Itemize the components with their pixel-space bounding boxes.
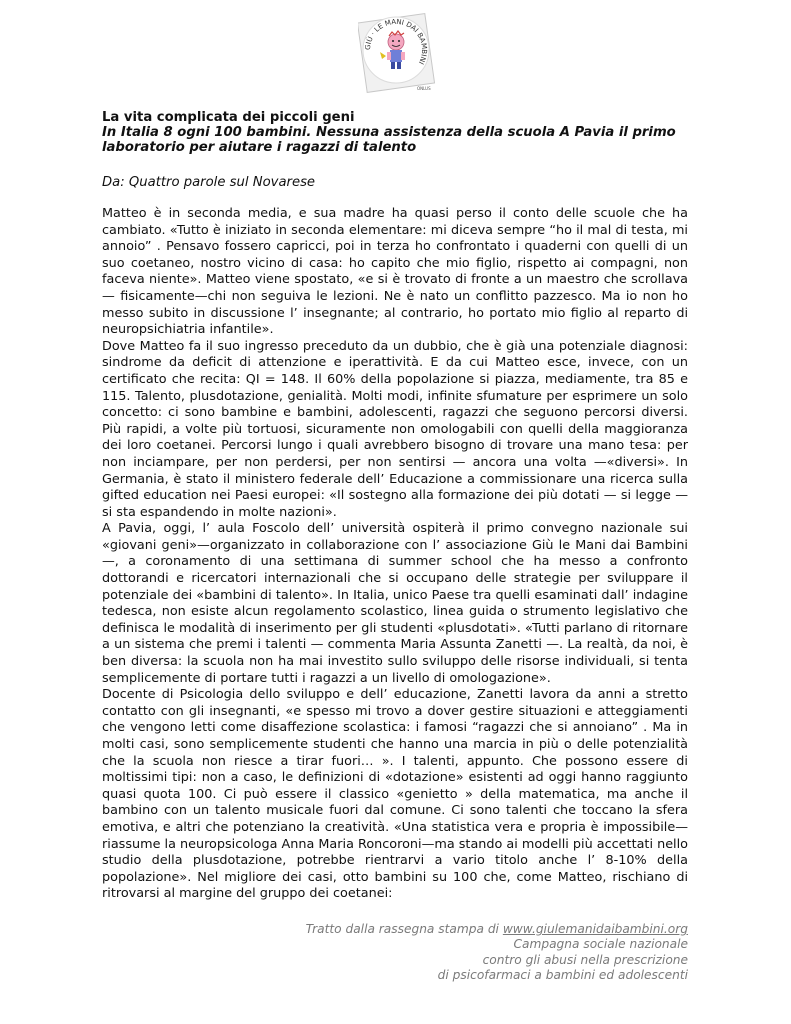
article-title: La vita complicata dei piccoli geni bbox=[102, 110, 355, 125]
article-subtitle: In Italia 8 ogni 100 bambini. Nessuna assistenza della scuola A Pavia il primo laboratorio per aiutare i ragazzi di talento bbox=[102, 125, 676, 155]
footer bbox=[306, 922, 688, 984]
paragraph: Dove Matteo fa il suo ingresso preceduto da un dubbio, che è già una potenziale diagnosi: sindrome da deficit di attenzione e iperattività. E da cui Matteo esce, invece, con un certificato che recita: QI = 148. Il 60% della popolazione si piazza, mediamente, tra 85 e 115. Talento, plusdotazione, genialità. Molti modi, infinite sfumature per esprimere un solo concetto: ci sono bambine e bambini, adolescenti, ragazzi che seguono percorsi diversi. Più rapidi, a volte più tortuosi, sicuramente non omologabili con quelli della maggioranza dei loro coetanei. Percorsi lungo i quali avrebbero bisogno di trovare una mano tesa: per non inciampare, per non perdersi, per non sentirsi — ancora una volta —«diversi». In Germania, è stato il ministero federale dell’ Educazione a commissionare una ricerca sulla gifted education nei Paesi europei: «Il sostegno alla formazione dei più dotati — si legge — si sta espandendo in molte nazioni». bbox=[102, 338, 688, 520]
footer-campaign-line3: di psicofarmaci a bambini ed adolescenti bbox=[437, 968, 688, 983]
logo-graphic bbox=[358, 12, 438, 96]
article-body bbox=[102, 206, 688, 903]
footer-line-source bbox=[306, 922, 688, 937]
article-source: Da: Quattro parole sul Novarese bbox=[102, 175, 316, 190]
footer-source-prefix: Tratto dalla rassegna stampa di bbox=[305, 922, 503, 936]
article bbox=[102, 110, 688, 903]
logo bbox=[358, 12, 438, 96]
paragraph: A Pavia, oggi, l’ aula Foscolo dell’ università ospiterà il primo convegno nazionale sui «giovani geni»—organizzato in collaborazione con l’ associazione Giù le Mani dai Bambini —, a coronamento di una settimana di summer school che ha messo a confronto dottorandi e ricercatori internazionali che si occupano delle strategie per sviluppare il potenziale dei «bambini di talento». In Italia, unico Paese tra quelli esaminati dall’ indagine tedesca, non esiste alcun regolamento scolastico, linea guida o strumento legislativo che definisca le modalità di inserimento per gli studenti «plusdotati». «Tutti parlano di ritornare a un sistema che premi i talenti — commenta Maria Assunta Zanetti —. La realtà, da noi, è ben diversa: la scuola non ha mai investito sullo sviluppo delle risorse individuali, si tenta semplicemente di portare tutti i ragazzi a un livello di omologazione». bbox=[102, 521, 688, 686]
paragraph: Matteo è in seconda media, e sua madre ha quasi perso il conto delle scuole che ha cambiato. «Tutto è iniziato in seconda elementare: mi diceva sempre “ho il mal di testa, mi annoio” . Pensavo fossero capricci, poi in terza ho confrontato i quaderni con quelli di un suo coetaneo, nostro vicino di casa: ho capito che mio figlio, rispetto ai compagni, non faceva niente». Matteo viene spostato, «e si è trovato di fronte a un maestro che scrollava— fisicamente—chi non seguiva le lezioni. Ne è nato un conflitto pazzesco. Ma io non ho messo subito in discussione l’ insegnante; al contrario, ho portato mio figlio al reparto di neuropsichiatria infantile». bbox=[102, 206, 688, 338]
paragraph: Docente di Psicologia dello sviluppo e dell’ educazione, Zanetti lavora da anni a stretto contatto con gli insegnanti, «e spesso mi trovo a dover gestire situazioni e atteggiamenti che vengono letti come disaffezione scolastica: i famosi “ragazzi che si annoiano” . Ma in molti casi, sono semplicemente studenti che hanno una marcia in più o delle potenzialità che la scuola non riesce a tirar fuori… ». I talenti, appunto. Che possono essere di moltissimi tipi: non a caso, le definizioni di «dotazione» esistenti ad oggi hanno raggiunto quasi quota 100. Ci può essere il classico «genietto » della matematica, ma anche il bambino con un talento musicale fuori dal comune. Ci sono talenti che toccano la sfera emotiva, e altri che potenziano la creatività. «Una statistica vera e propria è impossibile— riassume la neuropsicologa Anna Maria Roncoroni—ma stando ai modelli più accettati nello studio della plusdotazione, potrebbe rientrarvi a vario titolo anche l’ 8-10% della popolazione». Nel migliore dei casi, otto bambini su 100 che, come Matteo, rischiano di ritrovarsi al margine del gruppo dei coetanei: bbox=[102, 687, 689, 902]
logo-ring-text: GIÙ · LE MANI DAI BAMBINI bbox=[363, 17, 429, 66]
logo-small-text: ONLUS bbox=[417, 86, 431, 91]
footer-website-link[interactable]: www.giulemanidaibambini.org bbox=[502, 922, 688, 936]
footer-campaign: Campagna sociale nazionale bbox=[513, 937, 688, 952]
footer-campaign-line2: contro gli abusi nella prescrizione bbox=[482, 952, 688, 967]
